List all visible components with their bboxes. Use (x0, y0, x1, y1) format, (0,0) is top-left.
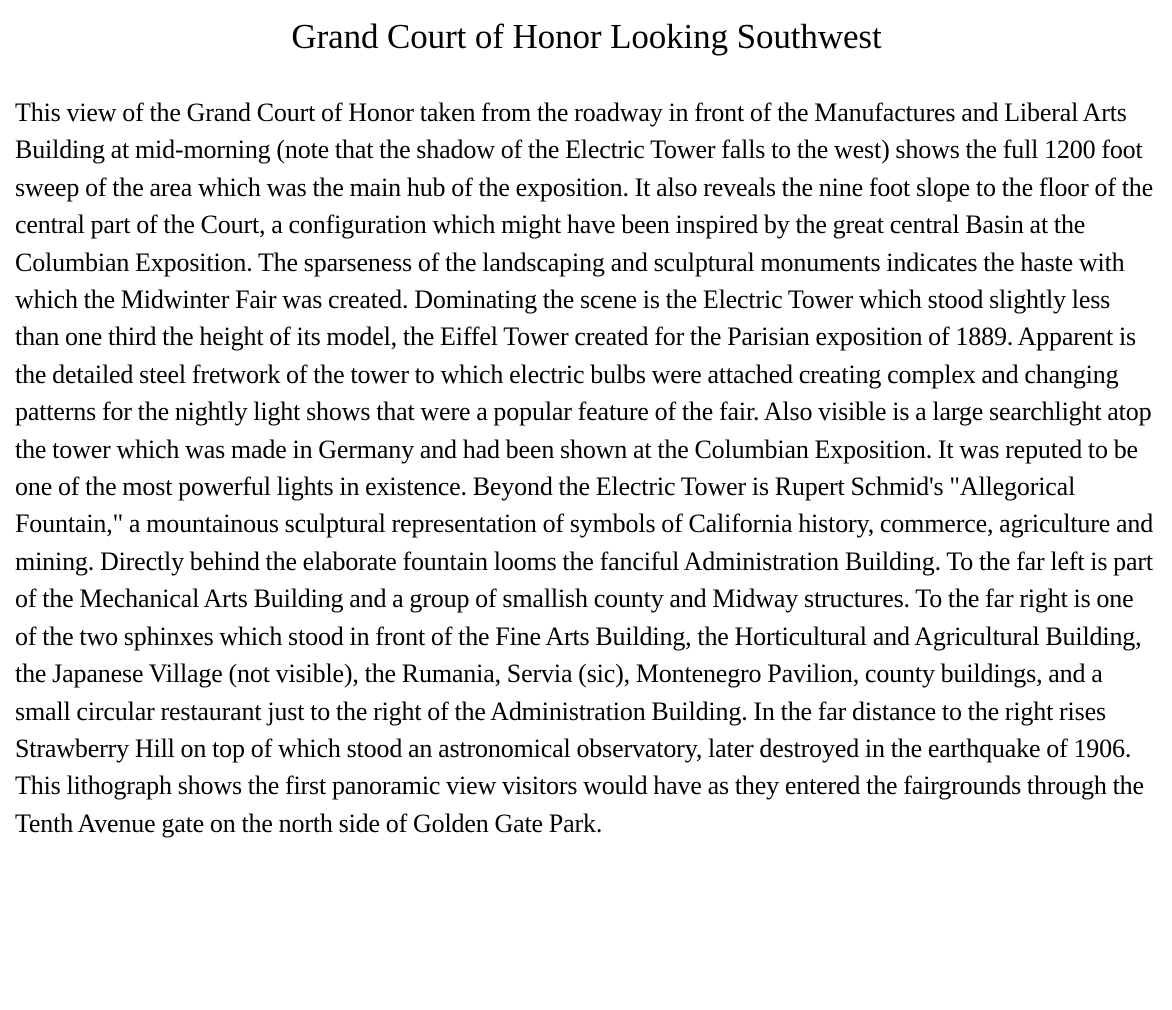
description-paragraph: This view of the Grand Court of Honor taken from the roadway in front of the Manufactures and Liberal Arts Building at mid-morning (note that the shadow of the Electric Tower falls to the west) shows the full 1200 foot sweep of the area which was the main hub of the exposition. It also reveals the nine foot slope to the floor of the central part of the Court, a configuration which might have been inspired by the great central Basin at the Columbian Exposition. The sparseness of the landscaping and sculptural monuments indicates the haste with which the Midwinter Fair was created. Dominating the scene is the Electric Tower which stood slightly less than one third the height of its model, the Eiffel Tower created for the Parisian exposition of 1889. Apparent is the detailed steel fretwork of the tower to which electric bulbs were attached creating complex and changing patterns for the nightly light shows that were a popular feature of the fair. Also visible is a large searchlight atop the tower which was made in Germany and had been shown at the Columbian Exposition. It was reputed to be one of the most powerful lights in existence. Beyond the Electric Tower is Rupert Schmid's "Allegorical Fountain," a mountainous sculptural representation of symbols of California history, commerce, agriculture and mining. Directly behind the elaborate fountain looms the fanciful Administration Building. To the far left is part of the Mechanical Arts Building and a group of smallish county and Midway structures. To the far right is one of the two sphinxes which stood in front of the Fine Arts Building, the Horticultural and Agricultural Building, the Japanese Village (not visible), the Rumania, Servia (sic), Montenegro Pavilion, county buildings, and a small circular restaurant just to the right of the Administration Building. In the far distance to the right rises Strawberry Hill on top of which stood an astronomical observatory, later destroyed in the earthquake of 1906. This lithograph shows the first panoramic view visitors would have as they entered the fairgrounds through the Tenth Avenue gate on the north side of Golden Gate Park. (15, 98, 1154, 838)
page-title: Grand Court of Honor Looking Southwest (291, 17, 882, 56)
